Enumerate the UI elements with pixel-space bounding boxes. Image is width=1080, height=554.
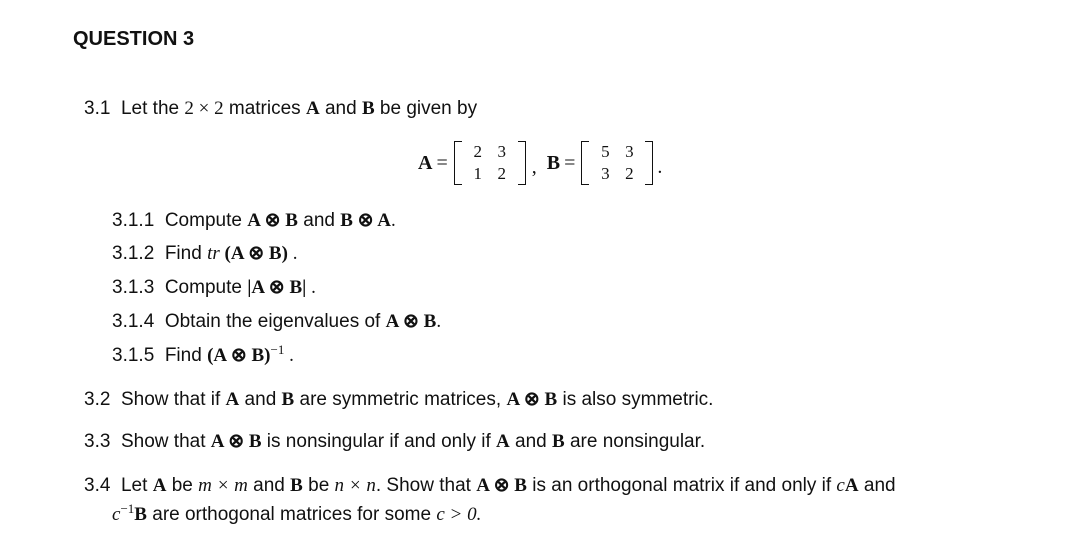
subpart-3-1-5 (112, 342, 294, 367)
question-3-4-line-2 (112, 501, 481, 526)
right-bracket (645, 141, 653, 185)
left-bracket (581, 141, 589, 185)
subpart-text: Compute (164, 210, 248, 231)
matrix-cell: 2 (473, 142, 482, 161)
question-3-4 (84, 474, 896, 497)
subpart-number: 3.1.1 (112, 210, 155, 231)
subpart-number: 3.1.3 (112, 277, 155, 298)
math-expr: |A ⊗ B| (247, 277, 307, 298)
matrix-cell: 3 (625, 142, 634, 161)
question-text: Let (120, 475, 153, 496)
question-number: 3.3 (84, 431, 111, 452)
punctuation: . (436, 311, 442, 332)
math-superscript: −1 (270, 342, 285, 357)
subpart-3-1-3 (112, 276, 316, 299)
math-expr: A ⊗ B (506, 389, 558, 410)
math-c: c (112, 504, 121, 525)
subpart-number: 3.1.5 (112, 345, 155, 366)
question-text: . Show that (375, 475, 477, 496)
math-superscript: −1 (120, 501, 135, 516)
math-dims: n × n (334, 475, 376, 496)
question-3-2 (84, 388, 713, 411)
question-text: and (509, 431, 552, 452)
math-B: B (281, 389, 295, 410)
matrix-cell: 3 (601, 164, 610, 183)
equals-sign: = (564, 151, 576, 174)
question-text: Show that (120, 431, 211, 452)
math-B: B (361, 98, 375, 119)
math-fn: tr (207, 243, 220, 264)
matrix-b (581, 139, 653, 187)
math-B: B (134, 504, 147, 525)
math-expr: (A ⊗ B) (219, 243, 288, 264)
question-text: and (247, 475, 291, 496)
question-text: are nonsingular. (564, 431, 706, 452)
question-number: 3.2 (84, 389, 111, 410)
math-A: A (225, 389, 240, 410)
matrix-b-label: B (546, 151, 561, 174)
math-condition: c > 0. (436, 504, 482, 525)
matrix-cell: 5 (601, 142, 610, 161)
left-bracket (454, 141, 462, 185)
question-text: is nonsingular if and only if (261, 431, 496, 452)
math-expr: A ⊗ B (247, 210, 298, 231)
matrix-cell: 2 (625, 164, 634, 183)
math-expr: A ⊗ B (476, 475, 527, 496)
comma: , (531, 155, 537, 178)
math-c: c (836, 475, 845, 496)
math-expr: (A ⊗ B) (207, 345, 271, 366)
question-heading: QUESTION 3 (73, 28, 195, 50)
subpart-text: Find (164, 345, 208, 366)
question-text: and (858, 475, 896, 496)
question-text: is an orthogonal matrix if and only if (526, 475, 837, 496)
punctuation: . (391, 210, 396, 231)
right-bracket (518, 141, 526, 185)
question-3-3 (84, 430, 705, 453)
question-text: and (239, 389, 282, 410)
math-expr: A ⊗ B (385, 311, 437, 332)
matrix-cell: 2 (497, 164, 506, 183)
question-number: 3.1 (84, 98, 111, 119)
question-text: are symmetric matrices, (294, 389, 507, 410)
subpart-text: and (297, 210, 341, 231)
punctuation: . (306, 277, 316, 298)
matrix-a (454, 139, 526, 187)
math-B: B (552, 431, 565, 452)
matrix-display (418, 138, 662, 188)
math-expr: B ⊗ A (340, 210, 391, 231)
punctuation: . (287, 243, 298, 264)
matrix-cell: 3 (497, 142, 506, 161)
question-text: Let the (120, 98, 185, 119)
math-expr: A ⊗ B (210, 431, 262, 452)
subpart-number: 3.1.2 (112, 243, 155, 264)
period: . (657, 155, 663, 178)
question-text: matrices (223, 98, 306, 119)
subpart-3-1-4 (112, 310, 441, 333)
equals-sign: = (436, 151, 448, 174)
question-number: 3.4 (84, 475, 111, 496)
math-A: A (844, 475, 859, 496)
question-text: and (319, 98, 362, 119)
subpart-number: 3.1.4 (112, 311, 155, 332)
question-text: be given by (374, 98, 478, 119)
math-A: A (305, 98, 320, 119)
question-text: is also symmetric. (557, 389, 714, 410)
math-A: A (496, 431, 510, 452)
punctuation: . (284, 345, 294, 366)
question-text: be (166, 475, 199, 496)
matrix-a-label: A (418, 151, 433, 174)
question-text: Show that if (120, 389, 226, 410)
math-dims: m × m (198, 475, 248, 496)
subpart-3-1-1 (112, 209, 396, 232)
math-B: B (290, 475, 303, 496)
subpart-3-1-2 (112, 242, 297, 265)
subpart-text: Compute (164, 277, 248, 298)
math-dims: 2 × 2 (184, 98, 224, 119)
subpart-text: Obtain the eigenvalues of (164, 311, 386, 332)
question-text: are orthogonal matrices for some (146, 504, 437, 525)
subpart-text: Find (164, 243, 208, 264)
math-A: A (152, 475, 167, 496)
question-text: be (302, 475, 335, 496)
matrix-cell: 1 (473, 164, 482, 183)
question-3-1 (84, 98, 477, 120)
